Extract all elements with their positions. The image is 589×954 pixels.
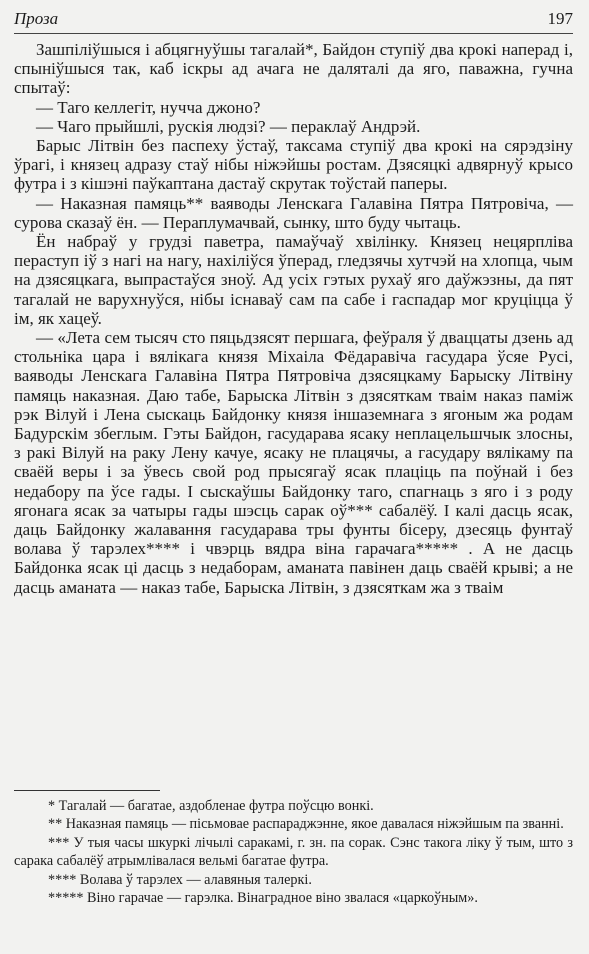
paragraph: — «Лета сем тысяч сто пяцьдзясят першага, феўраля ў дваццаты дзень ад стольнiка цара i вялiкага князя Мiхаiла Фёдаравiча гасудара ўсяе Русi, ваяводы Ленскага Галавiна Пятра Пятровiча дзясяцкаму Барыску Лiтвiну памяць наказная. Даю табе, Барыска Лiтвiн з дзясяткам тваiм наказ памiж рэк Вiлуй i Лена сыскаць Байдонку князя iншаземнага з ягоным жа родам Бадурскiм збеглым. Гэты Байдон, гасударава ясаку неплацельшчык злосны, з ракi Вiлуй на раку Лену качуе, ясаку не плацячы, а гасудару вялiкаму па сваёй веры i за ўвесь свой род прысягаў ясак плацiць па поўнай i без недабору па ўсе гады. I сыскаўшы Байдонку таго, спагнаць з яго i з роду ягонага ясак за чатыры гады шэсць сарак оў*** сабалёў. I калi дасць ясак, даць Байдонку жалавання гасударава тры фунты бiсеру, дзесяць фунтаў волава ў тарэлех**** i чвэрць вядра вiна гарачага***** . А не дасць Байдонка ясак цi дасць з недаборам, аманата павiнен даць сваёй крывi; а не дасць аманата — наказ табе, Барыска Лiтвiн, з дзясяткам жа з тваiм (14, 328, 573, 597)
page-number: 197 (547, 9, 573, 28)
section-title: Проза (14, 9, 59, 28)
footnote: *** У тыя часы шкуркi лiчылi саракамi, г. зн. па сорак. Сэнс такога лiку ў тым, што з сарака сабалёў атрымлiвалася вельмi багатае футра. (14, 834, 573, 870)
paragraph: Ён набраў у грудзi паветра, памаўчаў хвiлiнку. Князец нецярплiва пераступ iў з нагi на нагу, нахiлiўся ўперад, гледзячы хутчэй на хлопца, чым на дзясяцкага, выпрастаўся зноў. Ад усiх гэтых рухаў яго даўжэзны, да пят тагалай не варухнуўся, нiбы iснаваў сам па сабе i гаспадар мог круцiцца ў iм, як хацеў. (14, 232, 573, 328)
paragraph: Барыс Лiтвiн без паспеху ўстаў, таксама ступiў два крокi на сярэдзiну ўрагi, i князец адразу стаў нiбы нiжэйшы ростам. Дзясяцкi адвярнуў крысо футра i з кiшэнi паўкаптана дастаў скрутак тоўстай паперы. (14, 136, 573, 194)
paragraph: Зашпiлiўшыся i абцягнуўшы тагалай*, Байдон ступiў два крокi наперад i, спынiўшыся так, каб iскры ад ачага не далятaлi да яго, паважна, гучна спытаў: (14, 40, 573, 98)
footnote-rule (14, 790, 160, 791)
footnote: ***** Вiно гарачае — гарэлка. Вiнаградное вiно звалася «царкоўным». (48, 890, 478, 907)
footnote: * Тагалай — багатае, аздобленае футра поўсцю вонкi. (48, 798, 374, 814)
body-text (14, 40, 573, 597)
footnote: ** Наказная памяць — пiсьмовае распараджэнне, якое давалася нiжэйшым па званнi. (48, 816, 564, 833)
running-head (14, 5, 573, 29)
paragraph: — Наказная памяць** ваяводы Ленскага Галавiна Пятра Пятровiча, — сурова сказаў ён. — Пераплумачвай, сынку, што буду чытаць. (14, 193, 573, 232)
paragraph: — Чаго прыйшлi, рускiя людзi? — пераклаў Андрэй. (36, 116, 421, 136)
footnote: **** Волава ў тарэлех — алавяныя талеркi. (48, 871, 312, 888)
footnotes (14, 797, 573, 907)
header-rule (14, 33, 573, 34)
paragraph: — Таго келлегiт, нучча джоно? (36, 97, 261, 117)
